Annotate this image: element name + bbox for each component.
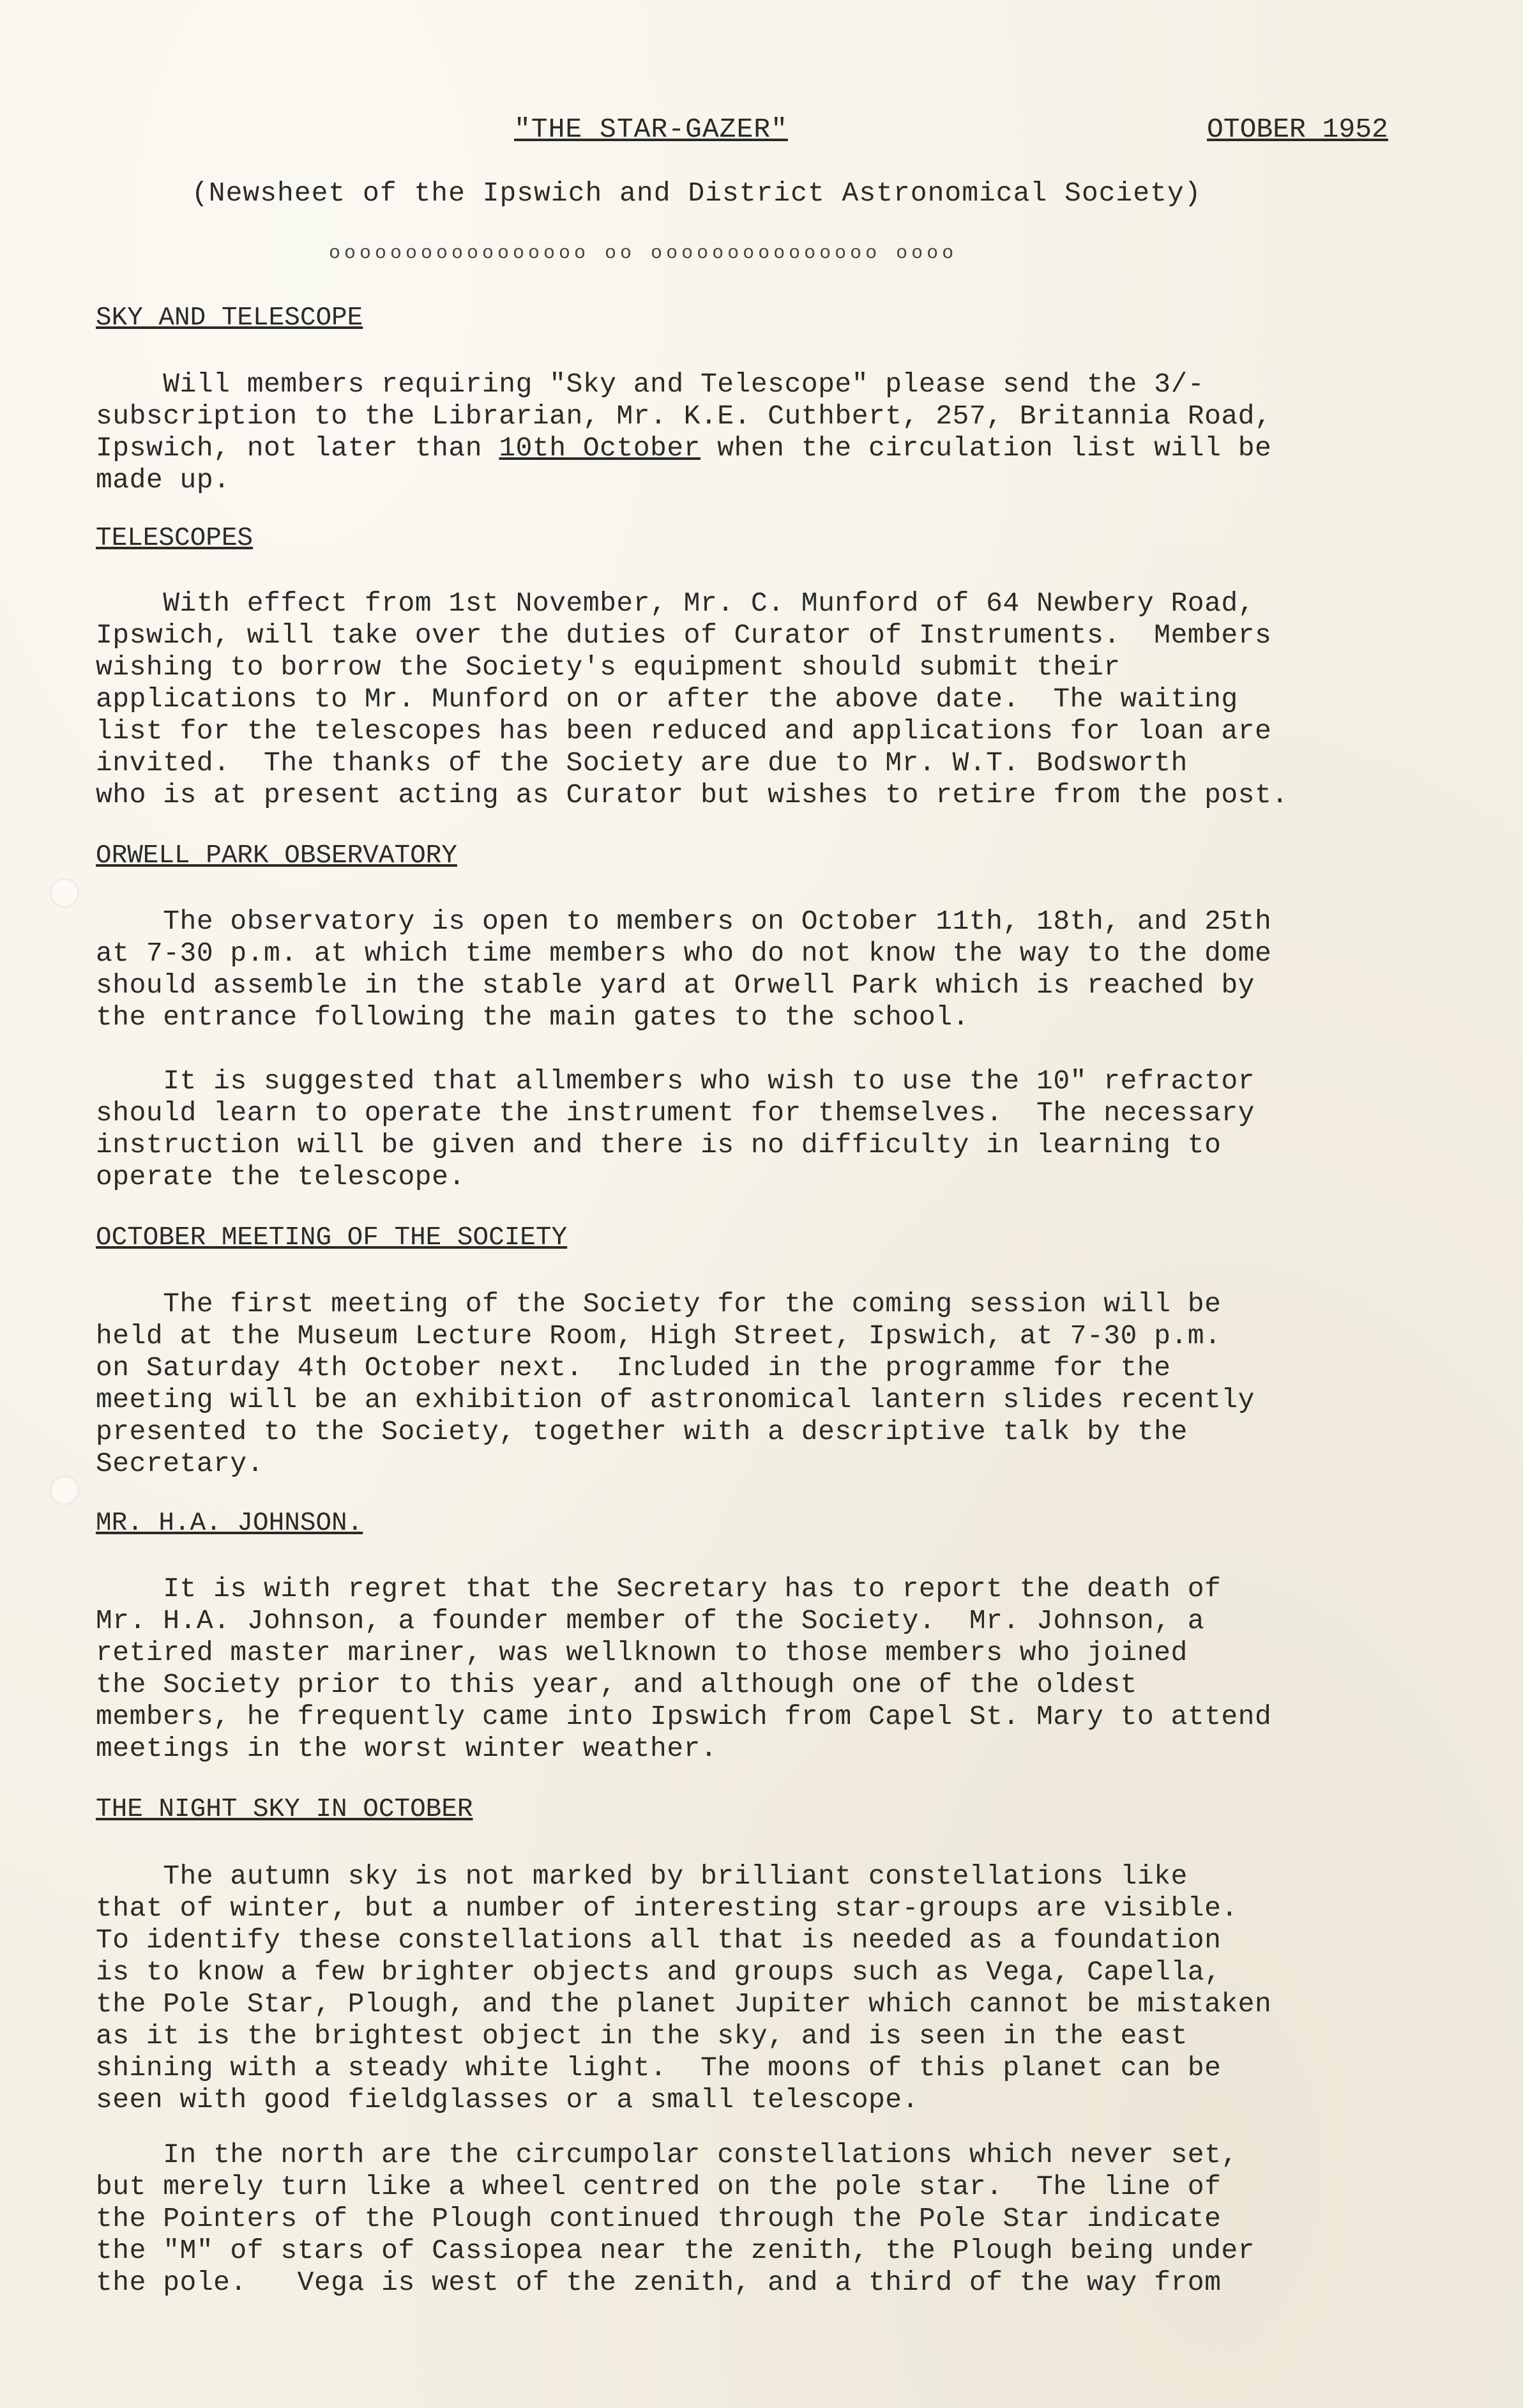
punch-hole	[50, 1475, 79, 1505]
section-body-telescopes: With effect from 1st November, Mr. C. Munford of 64 Newbery Road, Ipswich, will take over the duties of Curator of Instruments. Members wishing to borrow the Society's equipment should submit their applications to Mr. Munford on or after the above date. The waiting list for the telescopes has been reduced and applications for loan are invited. The thanks of the Society are due to Mr. W.T. Bodsworth who is at present acting as Curator but wishes to retire from the post.	[96, 588, 1289, 811]
section-body-orwell-park-2: It is suggested that allmembers who wish to use the 10" refractor should learn to operate the instrument for themselves. The necessary instruction will be given and there is no difficulty in learning to operate the telescope.	[96, 1065, 1255, 1193]
section-body-johnson: It is with regret that the Secretary has to report the death of Mr. H.A. Johnson, a founder member of the Society. Mr. Johnson, a retired master mariner, was wellknown to those members who joined the Society prior to this year, and although one of the oldest members, he frequently came into Ipswich from Capel St. Mary to attend meetings in the worst winter weather.	[96, 1573, 1272, 1764]
newsletter-title: "THE STAR-GAZER"	[514, 114, 788, 145]
section-body-sky-and-telescope	[96, 369, 1450, 496]
section-heading-orwell-park: ORWELL PARK OBSERVATORY	[96, 841, 457, 871]
sky-text-a: Will members requiring "Sky and Telescope" please send the 3/- subscription to the Librarian, Mr. K.E. Cuthbert, 257, Britannia Road, Ipswich, not later than	[96, 369, 1272, 464]
punch-hole	[50, 878, 79, 908]
section-heading-october-meeting: OCTOBER MEETING OF THE SOCIETY	[96, 1223, 568, 1253]
section-heading-johnson: MR. H.A. JOHNSON.	[96, 1509, 363, 1538]
newsletter-subtitle: (Newsheet of the Ipswich and District Astronomical Society)	[192, 178, 1202, 209]
section-heading-night-sky: THE NIGHT SKY IN OCTOBER	[96, 1795, 473, 1824]
section-heading-telescopes: TELESCOPES	[96, 524, 254, 553]
section-body-october-meeting: The first meeting of the Society for the coming session will be held at the Museum Lecture Room, High Street, Ipswich, at 7-30 p.m. on Saturday 4th October next. Included in the programme for the meeting will be an exhibition of astronomical lantern slides recently presented to the Society, together with a descriptive talk by the Secretary.	[96, 1288, 1255, 1479]
sky-text-b: when the circulation list will be made up.	[96, 432, 1272, 496]
dotted-divider: ooooooooooooooooo oo ooooooooooooooo oooo	[329, 243, 958, 264]
deadline-date: 10th October	[499, 432, 701, 464]
section-body-orwell-park-1: The observatory is open to members on October 11th, 18th, and 25th at 7-30 p.m. at which time members who do not know the way to the dome should assemble in the stable yard at Orwell Park which is reached by the entrance following the main gates to the school.	[96, 906, 1272, 1033]
section-heading-sky-and-telescope: SKY AND TELESCOPE	[96, 303, 363, 333]
issue-date: OTOBER 1952	[1207, 114, 1388, 145]
section-body-night-sky-2: In the north are the circumpolar constellations which never set, but merely turn like a wheel centred on the pole star. The line of the Pointers of the Plough continued through the Pole Star indicate the "M" of stars of Cassiopea near the zenith, the Plough being under the pole. Vega is west of the zenith, and a third of the way from	[96, 2139, 1255, 2298]
section-body-night-sky-1: The autumn sky is not marked by brilliant constellations like that of winter, but a number of interesting star-groups are visible. To identify these constellations all that is needed as a foundation is to know a few brighter objects and groups such as Vega, Capella, the Pole Star, Plough, and the planet Jupiter which cannot be mistaken as it is the brightest object in the sky, and is seen in the east shining with a steady white light. The moons of this planet can be seen with good fieldglasses or a small telescope.	[96, 1861, 1272, 2115]
